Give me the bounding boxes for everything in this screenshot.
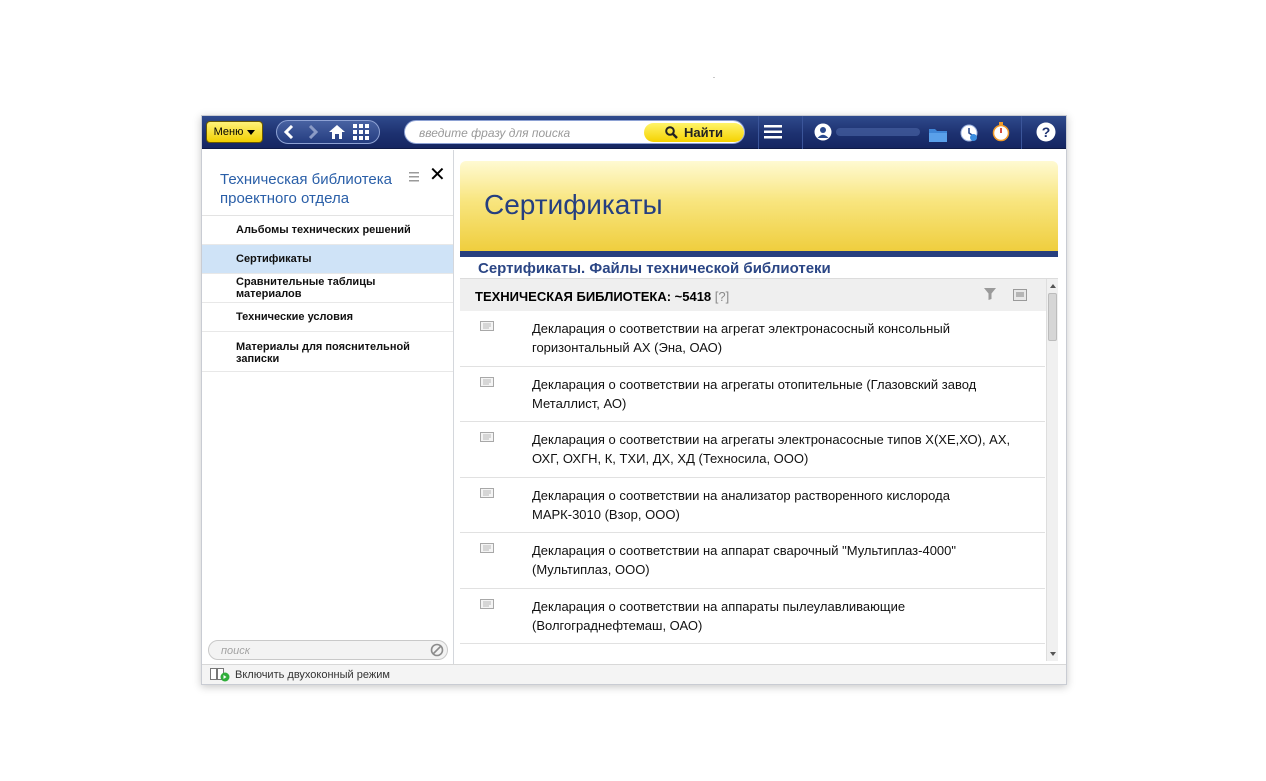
forward-icon[interactable] bbox=[301, 120, 325, 144]
caret-down-icon bbox=[247, 130, 255, 135]
navigation-group bbox=[276, 120, 380, 144]
banner-divider bbox=[460, 251, 1058, 257]
hamburger-icon[interactable] bbox=[762, 121, 784, 143]
menu-button-label: Меню bbox=[213, 126, 244, 138]
page-banner bbox=[460, 161, 1058, 251]
user-icon[interactable] bbox=[812, 121, 834, 143]
document-icon bbox=[480, 543, 494, 553]
list-item[interactable] bbox=[460, 589, 1045, 645]
find-button-label: Найти bbox=[684, 125, 723, 140]
toolbar-separator bbox=[802, 116, 803, 149]
dual-window-icon[interactable] bbox=[210, 668, 230, 682]
back-icon[interactable] bbox=[277, 120, 301, 144]
list-header-text bbox=[475, 289, 729, 304]
document-icon bbox=[480, 377, 494, 387]
list-item[interactable] bbox=[460, 533, 1045, 589]
user-name-redacted bbox=[836, 128, 920, 136]
search-input[interactable] bbox=[419, 125, 639, 141]
toolbar-separator bbox=[1021, 116, 1022, 149]
help-link[interactable]: [?] bbox=[714, 289, 730, 304]
sidebar-item-label: Материалы для пояснительной записки bbox=[236, 341, 410, 365]
document-title: Декларация о соответствии на агрегаты отопительные (Глазовский завод Металлист, АО) bbox=[532, 376, 977, 411]
scrollbar[interactable] bbox=[1046, 279, 1058, 661]
home-icon[interactable] bbox=[325, 120, 349, 144]
toolbar-separator bbox=[758, 116, 759, 149]
sidebar-item-label: Сравнительные таблицы материалов bbox=[236, 276, 376, 300]
document-title: Декларация о соответствии на аппараты пылеулавливающие (Волгограднефтемаш, ОАО) bbox=[532, 598, 906, 633]
sidebar-title: Техническая библиотека проектного отдела bbox=[220, 171, 392, 207]
list-view-icon[interactable] bbox=[409, 170, 421, 182]
sidebar-item-label: Сертификаты bbox=[236, 253, 312, 265]
toolbar bbox=[202, 116, 1066, 149]
grid-icon[interactable] bbox=[349, 120, 373, 144]
sidebar-item-certificates[interactable] bbox=[202, 245, 453, 274]
list-item[interactable] bbox=[460, 367, 1045, 423]
menu-button[interactable] bbox=[206, 121, 263, 143]
filter-icon[interactable] bbox=[983, 287, 997, 301]
list-header bbox=[460, 278, 1058, 311]
section-subtitle: Сертификаты. Файлы технической библиотеки bbox=[478, 260, 831, 277]
search-icon bbox=[665, 126, 678, 139]
svg-text:?: ? bbox=[1041, 124, 1051, 140]
dual-window-mode-link[interactable]: Включить двухоконный режим bbox=[235, 669, 390, 681]
scroll-down-icon[interactable] bbox=[1049, 650, 1057, 658]
sidebar-list bbox=[202, 215, 453, 372]
document-title: Декларация о соответствии на анализатор растворенного кислорода МАРК-3010 (Взор, ООО) bbox=[532, 487, 950, 522]
page-title: Сертификаты bbox=[484, 189, 663, 220]
scroll-up-icon[interactable] bbox=[1049, 282, 1057, 290]
help-icon[interactable] bbox=[1035, 121, 1057, 143]
close-icon[interactable]: ✕ bbox=[429, 164, 446, 186]
sidebar-item-comparison-tables[interactable] bbox=[202, 274, 453, 303]
clock-check-icon[interactable] bbox=[958, 122, 980, 144]
status-bar bbox=[202, 664, 1066, 684]
list-item[interactable] bbox=[460, 478, 1045, 534]
sidebar-search-input[interactable] bbox=[221, 644, 421, 657]
document-title: Декларация о соответствии на аппарат сварочный "Мультиплаз-4000" (Мультиплаз, ООО) bbox=[532, 543, 957, 577]
sidebar-item-label: Технические условия bbox=[236, 311, 354, 323]
decorative-dot bbox=[713, 77, 715, 78]
folder-icon[interactable] bbox=[927, 123, 949, 145]
document-icon bbox=[480, 488, 494, 498]
sidebar-item-technical-conditions[interactable] bbox=[202, 303, 453, 332]
document-icon bbox=[480, 599, 494, 609]
document-icon bbox=[480, 432, 494, 442]
search-box bbox=[404, 120, 745, 144]
sidebar bbox=[202, 150, 454, 664]
list-header-count: ТЕХНИЧЕСКАЯ БИБЛИОТЕКА: ~5418 bbox=[475, 289, 712, 304]
main-content bbox=[455, 150, 1066, 664]
scrollbar-thumb[interactable] bbox=[1048, 293, 1057, 341]
sidebar-item-label: Альбомы технических решений bbox=[236, 224, 411, 236]
document-list bbox=[460, 311, 1045, 650]
document-icon bbox=[480, 321, 494, 331]
sidebar-item-albums[interactable] bbox=[202, 216, 453, 245]
app-window bbox=[201, 115, 1067, 685]
document-title: Декларация о соответствии на агрегаты электронасосные типов Х(ХЕ,ХО), АХ, ОХГ, ОХГН, К, ТХИ, ДХ, ХД (Техносила, ООО) bbox=[532, 432, 1011, 466]
clear-search-icon[interactable] bbox=[430, 643, 444, 657]
list-item-partial[interactable] bbox=[460, 644, 1045, 650]
export-icon[interactable] bbox=[1013, 288, 1027, 300]
sidebar-search bbox=[208, 640, 448, 660]
stopwatch-icon[interactable] bbox=[990, 121, 1012, 143]
sidebar-item-explanatory-materials[interactable] bbox=[202, 332, 453, 372]
find-button[interactable] bbox=[644, 123, 744, 142]
document-title: Декларация о соответствии на агрегат электронасосный консольный горизонтальный АХ (Эна, ОАО) bbox=[532, 321, 950, 355]
list-item[interactable] bbox=[460, 422, 1045, 478]
list-item[interactable] bbox=[460, 311, 1045, 367]
